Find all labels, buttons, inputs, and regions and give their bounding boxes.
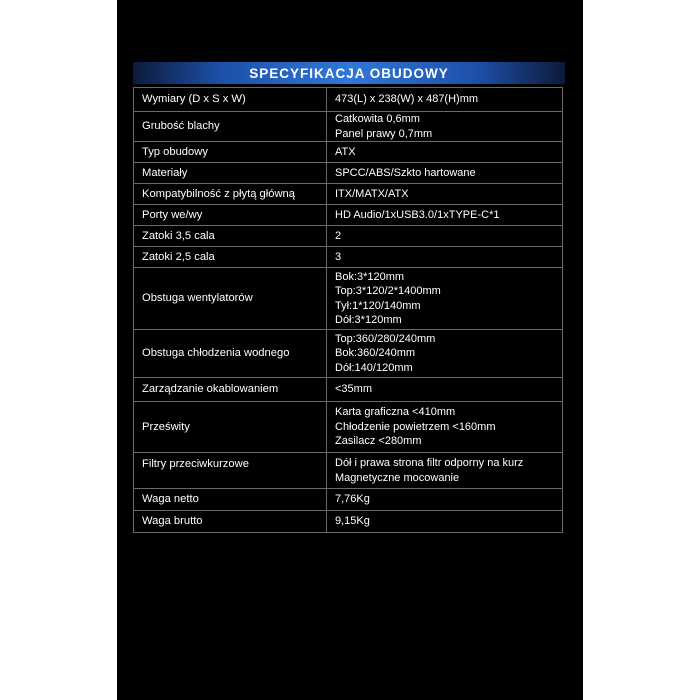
- spec-value-line: SPCC/ABS/Szkto hartowane: [335, 166, 476, 179]
- spec-label: Obstuga chłodzenia wodnego: [134, 330, 327, 378]
- spec-row: [134, 453, 563, 489]
- spec-value-line: ITX/MATX/ATX: [335, 187, 409, 200]
- spec-value-line: Zasilacz <280mm: [335, 435, 422, 448]
- spec-value-line: Dół i prawa strona filtr odporny na kurz: [335, 457, 524, 470]
- spec-row: [134, 163, 563, 184]
- spec-value: [327, 142, 563, 163]
- spec-value-line: Top:360/280/240mm: [335, 332, 436, 345]
- spec-value-line: Dół:3*120mm: [335, 314, 402, 327]
- spec-value-line: 473(L) x 238(W) x 487(H)mm: [335, 93, 479, 106]
- spec-label: Typ obudowy: [134, 142, 327, 163]
- spec-value-line: Top:3*120/2*1400mm: [335, 285, 441, 298]
- spec-title: SPECYFIKACJA OBUDOWY: [249, 65, 449, 81]
- spec-row: [134, 112, 563, 142]
- spec-value-line: Panel prawy 0,7mm: [335, 127, 433, 140]
- spec-row: [134, 330, 563, 378]
- spec-value: [327, 184, 563, 205]
- spec-value-line: ATX: [335, 145, 356, 158]
- spec-value-line: Chłodzenie powietrzem <160mm: [335, 420, 496, 433]
- spec-value-line: 7,76Kg: [335, 493, 370, 506]
- spec-label: Materiały: [134, 163, 327, 184]
- spec-value-line: HD Audio/1xUSB3.0/1xTYPE-C*1: [335, 208, 500, 221]
- spec-row: [134, 142, 563, 163]
- spec-value: [327, 489, 563, 511]
- spec-label: Kompatybilność z płytą główną: [134, 184, 327, 205]
- spec-value: [327, 378, 563, 402]
- spec-value-line: 2: [335, 229, 342, 242]
- spec-row: [134, 88, 563, 112]
- spec-value: [327, 163, 563, 184]
- spec-label: Zatoki 3,5 cala: [134, 226, 327, 247]
- spec-row: [134, 489, 563, 511]
- spec-label: Obstuga wentylatorów: [134, 268, 327, 330]
- spec-value-line: <35mm: [335, 383, 372, 396]
- spec-value-line: Tył:1*120/140mm: [335, 299, 421, 312]
- spec-value: [327, 511, 563, 533]
- spec-label: Wymiary (D x S x W): [134, 88, 327, 112]
- spec-value: [327, 112, 563, 142]
- spec-value: [327, 247, 563, 268]
- spec-value: [327, 205, 563, 226]
- spec-label: Porty we/wy: [134, 205, 327, 226]
- spec-value: [327, 268, 563, 330]
- spec-row: [134, 511, 563, 533]
- spec-value: [327, 88, 563, 112]
- spec-value: [327, 330, 563, 378]
- spec-label: Prześwity: [134, 402, 327, 453]
- spec-label: Zarządzanie okablowaniem: [134, 378, 327, 402]
- spec-value-line: Magnetyczne mocowanie: [335, 471, 460, 484]
- spec-row: [134, 378, 563, 402]
- spec-title-bar: [133, 62, 565, 84]
- spec-row: [134, 184, 563, 205]
- spec-label: Waga brutto: [134, 511, 327, 533]
- spec-row: [134, 226, 563, 247]
- spec-table: [133, 87, 563, 533]
- spec-label: Zatoki 2,5 cala: [134, 247, 327, 268]
- spec-value-line: 3: [335, 250, 342, 263]
- spec-label: Filtry przeciwkurzowe: [134, 453, 327, 489]
- spec-value-line: Dół:140/120mm: [335, 361, 413, 374]
- spec-value-line: 9,15Kg: [335, 515, 370, 528]
- spec-label: Waga netto: [134, 489, 327, 511]
- spec-value: [327, 453, 563, 489]
- spec-row: [134, 205, 563, 226]
- spec-value-line: Bok:3*120mm: [335, 270, 405, 283]
- spec-row: [134, 402, 563, 453]
- spec-value-line: Karta graficzna <410mm: [335, 406, 456, 419]
- spec-value: [327, 402, 563, 453]
- spec-table-body: [134, 88, 563, 533]
- spec-value-line: Bok:360/240mm: [335, 347, 416, 360]
- spec-value: [327, 226, 563, 247]
- spec-row: [134, 268, 563, 330]
- spec-value-line: Catkowita 0,6mm: [335, 113, 420, 125]
- spec-label: Grubość blachy: [134, 112, 327, 142]
- spec-row: [134, 247, 563, 268]
